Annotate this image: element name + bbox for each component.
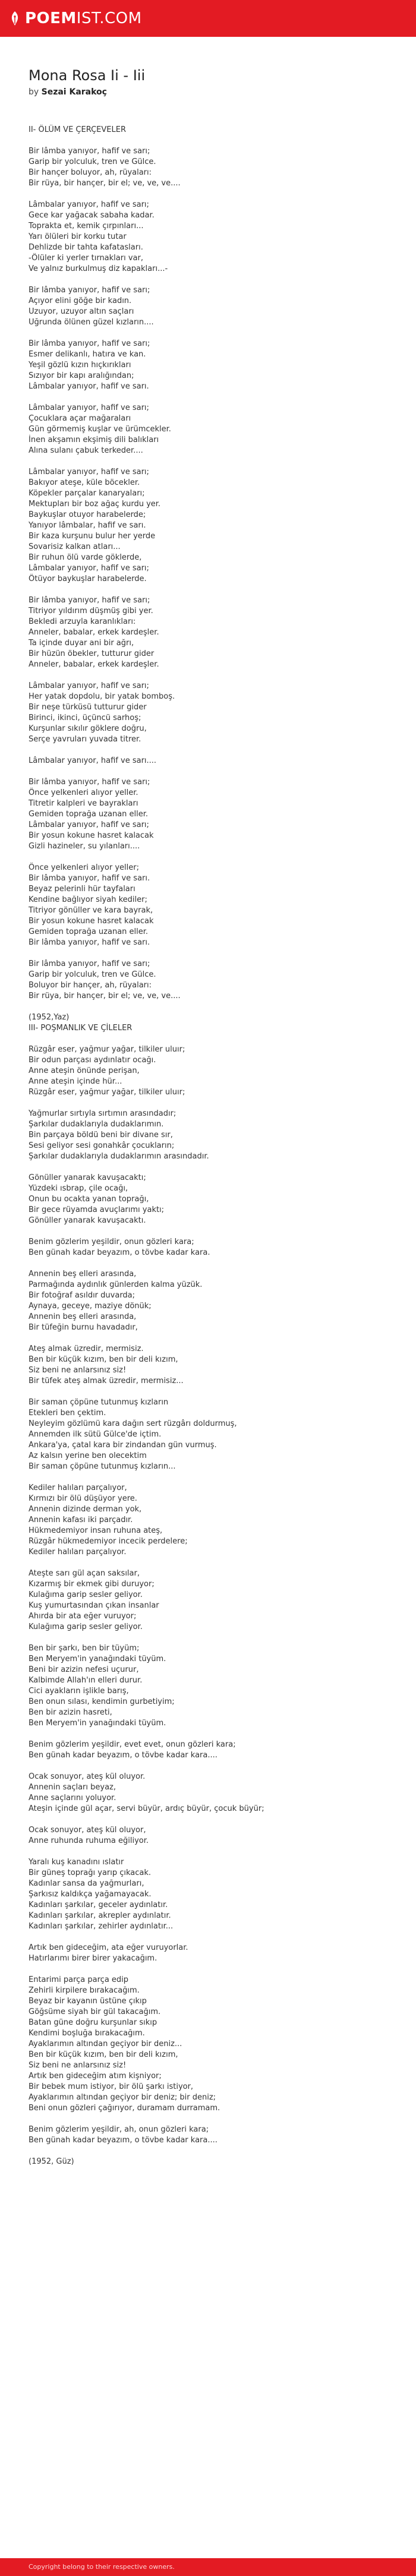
stanza-gap — [29, 135, 397, 146]
stanza-gap — [29, 1846, 397, 1857]
poem-line: -Ölüler ki yerler tırnakları var, — [29, 254, 143, 263]
poem-line: Kadınları şarkılar, zehirler aydınlatır... — [29, 1922, 174, 1931]
poem-line: Kulağıma garip sesler geliyor. — [29, 1590, 143, 1599]
poem-line: Rüzgâr eser, yağmur yağar, tilkiler uluır; — [29, 1088, 185, 1097]
stanza-gap — [29, 274, 397, 285]
poem-line: Bir hüzün öbekler, tutturur gider — [29, 649, 155, 658]
byline-prefix: by — [29, 87, 39, 97]
poem-line: Toprakta et, kemik çırpınları... — [29, 222, 144, 231]
poem-line: Bir neşe türküsü tutturur gider — [29, 703, 147, 712]
poem-line: Titriyor yıldırım düşmüş gibi yer. — [29, 607, 153, 615]
poem-line: Birinci, ikinci, üçüncü sarhoş; — [29, 714, 141, 722]
poem-line: Bir gece rüyamda avuçlarımı yaktı; — [29, 1205, 165, 1214]
stanza-gap — [29, 1761, 397, 1772]
poem-line: Lâmbalar yanıyor, hafif ve sarı; — [29, 200, 149, 209]
poem-line: Köpekler parçalar kanaryaları; — [29, 489, 145, 498]
poem-line: Ben bir şarkı, ben bir tüyüm; — [29, 1644, 140, 1653]
poem-line: Zehirli kirpilere bırakacağım. — [29, 1986, 140, 1995]
stanza-gap — [29, 948, 397, 959]
stanza-gap — [29, 456, 397, 467]
stanza-gap — [29, 585, 397, 595]
poem-line: Beni bir azizin nefesi uçurur, — [29, 1665, 139, 1674]
poem-line: Ateş almak üzredir, mermisiz. — [29, 1344, 144, 1353]
poem-line: Anne ateşin önünde perişan, — [29, 1066, 140, 1075]
poem-line: Bir odun parçası aydınlatır ocağı. — [29, 1056, 156, 1065]
poem-line: Anne saçlarını yoluyor. — [29, 1794, 116, 1802]
poem-line: Bir lâmba yanıyor, hafif ve sarı; — [29, 339, 150, 348]
poem-line: Yüzdeki ısbrap, çile ocağı, — [29, 1184, 128, 1193]
site-footer — [0, 2558, 416, 2576]
poem-line: Benim gözlerim yeşildir, onun gözleri kara; — [29, 1238, 194, 1246]
stanza-gap — [29, 1162, 397, 1173]
stanza-gap — [29, 1034, 397, 1044]
poem-title: Mona Rosa Ii - Iii — [29, 67, 146, 84]
stanza-gap — [29, 745, 397, 756]
poem-line: Uğrunda ölünen güzel kızların.... — [29, 318, 154, 327]
poem-line: Ocak sonuyor, ateş kül oluyor, — [29, 1826, 146, 1835]
poem-line: Sızıyor bir kapı aralığından; — [29, 371, 134, 380]
poem-line: (1952, Güz) — [29, 2157, 74, 2166]
poem-line: Ateşin içinde gül açar, servi büyür, ardıç büyür, çocuk büyür; — [29, 1804, 264, 1813]
poem-line: Lâmbalar yanıyor, hafif ve sarı; — [29, 564, 149, 573]
poem-line: Siz beni ne anlarsınız siz! — [29, 2061, 127, 2070]
poem-line: Anneler, babalar, erkek kardeşler. — [29, 660, 159, 669]
poem-line: Baykuşlar otuyor harabelerde; — [29, 510, 146, 519]
poem-line: Ben bir küçük kızım, ben bir deli kızım, — [29, 1355, 178, 1364]
poem-line: Yeşil gözlü kızın hıçkırıkları — [29, 361, 131, 370]
stanza-gap — [29, 189, 397, 200]
logo-text-bold: POEM — [25, 10, 77, 27]
poem-line: Ben Meryem'in yanağındaki tüyüm. — [29, 1719, 166, 1728]
poem-line: Gece kar yağacak sabaha kadar. — [29, 211, 155, 220]
poem-line: Bir rüya, bir hançer, bir el; ve, ve, ve.... — [29, 992, 181, 1000]
poem-line: Beni onun gözleri çağırıyor, duramam durramam. — [29, 2104, 220, 2113]
stanza-gap — [29, 1814, 397, 1825]
poem-line: İnen akşamın ekşimiş dili balıkları — [29, 435, 159, 444]
site-logo[interactable] — [10, 0, 142, 37]
stanza-gap — [29, 670, 397, 681]
poem-line: Her yatak dopdolu, bir yatak bomboş. — [29, 692, 175, 701]
poem-line: Dehlizde bir tahta kafatasları. — [29, 243, 143, 252]
poem-line: Annenin kafası iki parçadır. — [29, 1516, 133, 1524]
poem-line: Ben bir küçük kızım, ben bir deli kızım, — [29, 2050, 178, 2059]
site-header — [0, 0, 416, 37]
poem-line: Ocak sonuyor, ateş kül oluyor. — [29, 1772, 146, 1781]
poem-line: Garip bir yolculuk, tren ve Gülce. — [29, 157, 156, 166]
author-link[interactable]: Sezai Karakoç — [41, 87, 107, 97]
poem-line: Esmer delikanlı, hatıra ve kan. — [29, 350, 146, 359]
poem-line: Bir ruhun ölü varde göklerde, — [29, 553, 142, 562]
poem-line: Batan güne doğru kurşunlar sıkıp — [29, 2018, 157, 2027]
poem-line: Bir tüfek ateş almak üzredir, mermisiz... — [29, 1377, 184, 1385]
poem-line: Az kalsın yerine ben olecektim — [29, 1451, 147, 1460]
poem-line: Bir tüfeğin burnu havadadır, — [29, 1323, 138, 1332]
poem-line: Aynaya, geceye, maziye dönük; — [29, 1302, 152, 1311]
poem-line: Gemiden toprağa uzanan eller. — [29, 810, 149, 819]
poem-line: Şarkılar dudaklarıyla dudaklarımın arasındadır. — [29, 1152, 209, 1161]
poem-line: Şarkılar dudaklarıyla dudaklarımın. — [29, 1120, 164, 1129]
stanza-gap — [29, 2146, 397, 2157]
poem-line: Bir lâmba yanıyor, hafif ve sarı. — [29, 874, 150, 883]
poem-line: Neyleyim gözlümü kara dağın sert rüzgârı doldurmuş, — [29, 1419, 237, 1428]
poem-line: Bir lâmba yanıyor, hafif ve sarı; — [29, 596, 150, 605]
poem-line: Beyaz pelerinli hür tayfaları — [29, 885, 135, 894]
poem-line: Yarı ölüleri bir korku tutar — [29, 232, 127, 241]
poem-line: Anne ateşin içinde hür... — [29, 1077, 122, 1086]
poem-line: Ben bir azizin hasreti, — [29, 1708, 112, 1717]
poem-line: Kızarmış bir ekmek gibi duruyor; — [29, 1580, 155, 1589]
stanza-gap — [29, 1333, 397, 1344]
poem-line: Ötüyor baykuşlar harabelerde. — [29, 574, 147, 583]
poem-line: Bir yosun kokune hasret kalacak — [29, 917, 154, 926]
poem-line: Ben günah kadar beyazım, o tövbe kadar kara. — [29, 1248, 210, 1257]
poem-line: Artık ben gideceğim, ata eğer vuruyorlar. — [29, 1943, 188, 1952]
poem-line: Lâmbalar yanıyor, hafif ve sarı.... — [29, 756, 157, 765]
poem-line: III- POŞMANLIK VE ÇİLELER — [29, 1024, 133, 1033]
poem-line: Mektupları bir boz ağaç kurdu yer. — [29, 500, 161, 509]
poem-line: Sovarisiz kalkan atları... — [29, 542, 121, 551]
poem-line: Annenin saçları beyaz, — [29, 1783, 116, 1792]
poem-line: Sesi geliyor sesi gonahkâr çocukların; — [29, 1141, 175, 1150]
poem-line: Lâmbalar yanıyor, hafif ve sarı; — [29, 820, 149, 829]
poem-line: Ayaklarımın altından geçiyor bir deniz; bir deniz; — [29, 2093, 216, 2102]
poem-line: Kadınları şarkılar, akrepler aydınlatır. — [29, 1911, 171, 1920]
poem-line: Annenin dizinde derman yok, — [29, 1505, 142, 1514]
poem-line: Hükmedemiyor insan ruhuna ateş, — [29, 1526, 163, 1535]
stanza-gap — [29, 392, 397, 403]
poem-line: II- ÖLÜM VE ÇERÇEVELER — [29, 125, 126, 134]
poem-line: Kuş yumurtasından çıkan insanlar — [29, 1601, 159, 1610]
poem-line: Alına sulanı çabuk terkeder.... — [29, 446, 143, 455]
stanza-gap — [29, 1729, 397, 1740]
poem-line: Bir fotoğraf asıldır duvarda; — [29, 1291, 135, 1300]
poem-line: Bir saman çöpüne tutunmuş kızların... — [29, 1462, 176, 1471]
stanza-gap — [29, 1226, 397, 1237]
poem-line: Bir lâmba yanıyor, hafif ve sarı. — [29, 938, 150, 947]
poem-line: Bekledi arzuyla karanlıkları: — [29, 617, 136, 626]
poem-line: Bir lâmba yanıyor, hafif ve sarı; — [29, 286, 150, 295]
poem-line: Etekleri ben çektim. — [29, 1409, 106, 1418]
poem-line: Gizli hazineler, su yılanları.... — [29, 842, 140, 851]
poem-line: Gönüller yanarak kavuşacaktı; — [29, 1173, 146, 1182]
poem-line: Benim gözlerim yeşildir, evet evet, onun gözleri kara; — [29, 1740, 236, 1749]
stanza-gap — [29, 766, 397, 777]
poem-line: Rüzgâr eser, yağmur yağar, tilkiler uluır; — [29, 1045, 185, 1054]
poem-line: Gönüller yanarak kavuşacaktı. — [29, 1216, 146, 1225]
poem-line: Çocuklara açar mağaraları — [29, 414, 131, 423]
poem-line: Kediler halıları parçalıyor. — [29, 1548, 127, 1557]
poem-line: Anneler, babalar, erkek kardeşler. — [29, 628, 159, 637]
poem-line: Artık ben gideceğim atım kişniyor; — [29, 2072, 162, 2081]
stanza-gap — [29, 1558, 397, 1568]
poem-line: Önce yelkenleri alıyor yeller. — [29, 788, 138, 797]
poem-line: Yaralı kuş kanadını ıslatır — [29, 1858, 124, 1867]
stanza-gap — [29, 1932, 397, 1943]
poem-line: Ta içinde duyar ani bir ağrı, — [29, 639, 134, 648]
poem-line: Ankara'ya, çatal kara bir zindandan gün vurmuş. — [29, 1441, 217, 1450]
poem-line: Kulağıma garip sesler geliyor. — [29, 1622, 143, 1631]
stanza-gap — [29, 1964, 397, 1975]
poem-line: (1952,Yaz) — [29, 1013, 70, 1022]
poem-line: Bin parçaya böldü beni bir divane sır, — [29, 1131, 173, 1139]
poem-line: Lâmbalar yanıyor, hafif ve sarı. — [29, 382, 149, 391]
poem-line: Gemiden toprağa uzanan eller. — [29, 927, 149, 936]
poem-article — [29, 67, 397, 2167]
poem-line: Ahırda bir ata eğer vuruyor; — [29, 1612, 137, 1621]
stanza-gap — [29, 2114, 397, 2124]
poem-line: Şarkısız kaldıkça yağamayacak. — [29, 1890, 152, 1899]
poem-line: Kırmızı bir ölü düşüyor yere. — [29, 1494, 137, 1503]
poem-line: Lâmbalar yanıyor, hafif ve sarı; — [29, 403, 149, 412]
poem-line: Annenin beş elleri arasında, — [29, 1312, 137, 1321]
poem-line: Yanıyor lâmbalar, hafif ve sarı. — [29, 521, 146, 530]
poem-line: Göğsüme siyah bir gül takacağım. — [29, 2007, 161, 2016]
poem-line: Bir lâmba yanıyor, hafif ve sarı; — [29, 959, 150, 968]
poem-line: Bir yosun kokune hasret kalacak — [29, 831, 154, 840]
stanza-gap — [29, 1472, 397, 1483]
poem-line: Siz beni ne anlarsınız siz! — [29, 1366, 127, 1375]
poem-line: Kadınlar sansa da yağmurları, — [29, 1879, 144, 1888]
poem-line: Ateşte sarı gül açan saksılar, — [29, 1569, 140, 1578]
poem-line: Kendine bağlıyor siyah kediler; — [29, 895, 147, 904]
poem-line: Annemden ilk sütü Gülce'de içtim. — [29, 1430, 162, 1439]
byline — [29, 87, 397, 97]
poem-line: Bir kaza kurşunu bulur her yerde — [29, 532, 156, 541]
poem-line: Lâmbalar yanıyor, hafif ve sarı; — [29, 681, 149, 690]
poem-line: Önce yelkenleri alıyor yeller; — [29, 863, 140, 872]
poem-line: Bakıyor ateşe, küle böcekler. — [29, 478, 140, 487]
poem-body — [29, 125, 397, 2167]
logo-text-light: IST.COM — [76, 10, 142, 27]
stanza-gap — [29, 852, 397, 863]
poem-line: Ben onun sılası, kendimin gurbetiyim; — [29, 1697, 175, 1706]
poem-line: Kalbimde Allah'ın elleri durur. — [29, 1676, 143, 1685]
poem-line: Onun bu ocakta yanan toprağı, — [29, 1195, 149, 1204]
poem-line: Gün görmemiş kuşlar ve ürümcekler. — [29, 425, 171, 434]
poem-line: Açıyor elini göğe bir kadın. — [29, 296, 132, 305]
footer-copyright: Copyright belong to their respective owners. — [29, 2563, 175, 2571]
poem-line: Titretir kalpleri ve bayrakları — [29, 799, 138, 808]
poem-line: Bir lâmba yanıyor, hafif ve sarı; — [29, 778, 150, 787]
poem-line: Anne ruhunda ruhuma eğiliyor. — [29, 1836, 149, 1845]
stanza-gap — [29, 1387, 397, 1397]
poem-line: Bir saman çöpüne tutunmuş kızların — [29, 1398, 169, 1407]
stanza-gap — [29, 1098, 397, 1109]
poem-line: Beyaz bir kayanın üstüne çıkıp — [29, 1997, 147, 2006]
stanza-gap — [29, 328, 397, 339]
poem-line: Lâmbalar yanıyor, hafif ve sarı; — [29, 468, 149, 476]
poem-line: Benim gözlerim yeşildir, ah, onun gözleri kara; — [29, 2125, 209, 2134]
poem-line: Boluyor bir hançer, ah, rüyaları: — [29, 981, 152, 990]
poem-line: Yağmurlar sırtıyla sırtımın arasındadır; — [29, 1109, 177, 1118]
poem-line: Kadınları şarkılar, geceler aydınlatır. — [29, 1901, 168, 1909]
poem-line: Ben günah kadar beyazım, o tövbe kadar kara.... — [29, 2136, 218, 2145]
stanza-gap — [29, 1633, 397, 1643]
poem-line: Ben günah kadar beyazım, o tövbe kadar kara.... — [29, 1751, 218, 1760]
poem-line: Hatırlarımı birer birer yakacağım. — [29, 1954, 157, 1963]
poem-line: Kediler halıları parçalıyor, — [29, 1483, 127, 1492]
poem-line: Ve yalnız burkulmuş diz kapakları...- — [29, 264, 168, 273]
poem-line: Garip bir yolculuk, tren ve Gülce. — [29, 970, 156, 979]
stanza-gap — [29, 1258, 397, 1269]
poem-line: Bir güneş toprağı yarıp çıkacak. — [29, 1868, 152, 1877]
poem-line: Serçe yavruları yuvada titrer. — [29, 735, 141, 744]
poem-line: Ben Meryem'in yanağındaki tüyüm. — [29, 1655, 166, 1663]
poem-line: Bir rüya, bir hançer, bir el; ve, ve, ve.... — [29, 179, 181, 188]
poem-line: Ayaklarımın altından geçiyor bir deniz... — [29, 2040, 182, 2048]
poem-line: Cici ayakların işlikle barış, — [29, 1687, 129, 1696]
quill-pen-icon — [10, 11, 20, 26]
poem-line: Parmağında aydınlık günlerden kalma yüzük. — [29, 1280, 203, 1289]
poem-line: Entarimi parça parça edip — [29, 1975, 129, 1984]
poem-line: Bir lâmba yanıyor, hafif ve sarı; — [29, 147, 150, 156]
poem-line: Bir bebek mum istiyor, bir ölü şarkı istiyor, — [29, 2082, 194, 2091]
poem-line: Annenin beş elleri arasında, — [29, 1270, 137, 1278]
stanza-gap — [29, 1002, 397, 1012]
poem-line: Titriyor gönüller ve kara bayrak, — [29, 906, 153, 915]
poem-line: Rüzgâr hükmedemiyor incecik perdelere; — [29, 1537, 188, 1546]
poem-line: Uzuyor, uzuyor altın saçları — [29, 307, 134, 316]
poem-line: Kendimi boşluğa bırakacağım. — [29, 2029, 145, 2038]
poem-line: Kurşunlar sıkılır göklere doğru, — [29, 724, 147, 733]
poem-line: Bir hançer boluyor, ah, rüyaları: — [29, 168, 152, 177]
